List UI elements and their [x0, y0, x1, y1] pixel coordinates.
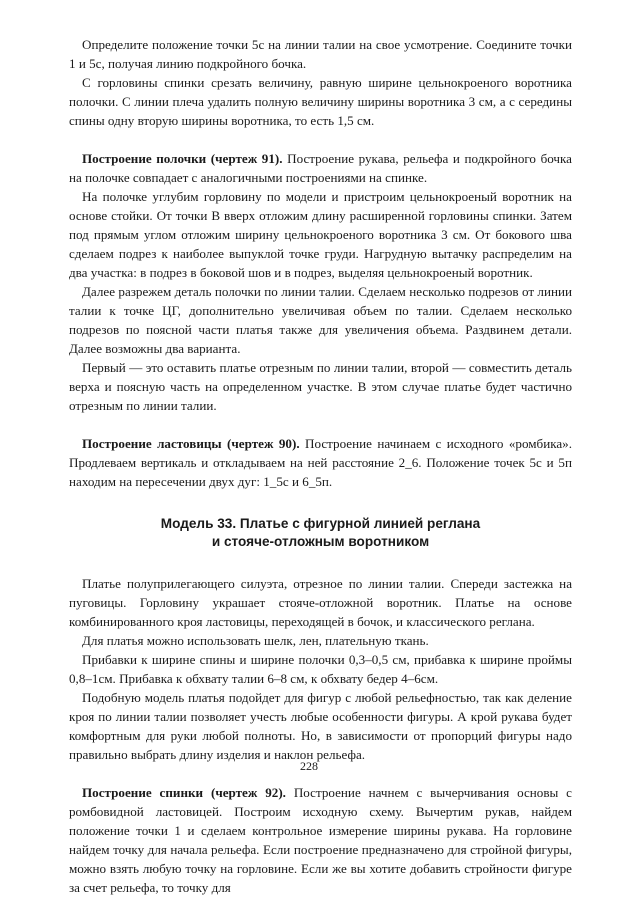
section-front-text: Построение рукава, рельефа и подкройного бочка на полочке совпадает с аналогичными построениями на спинке. [69, 151, 572, 185]
paragraph: Для платья можно использовать шелк, лен, плательную ткань. [82, 633, 429, 648]
paragraph: С горловины спинки срезать величину, равную ширине цельнокроеного воротника полочки. С линии плеча удалить полную величину ширины воротника 3 см, а с середины спины одну вторую ширины воротника, то есть 1,5 см. [69, 75, 572, 128]
model-heading [69, 515, 572, 551]
section-gusset-text: Построение начинаем с исходного «ромбика». Продлеваем вертикаль и откладываем на ней расстояние 2_6. Положение точек 5с и 5п находим на пересечении двух дуг: 1_5с и 6_5п. [69, 436, 572, 489]
section-gusset-paragraph [69, 434, 572, 491]
section-front-lead: Построение полочки (чертеж 91). [82, 151, 283, 166]
model-heading-line-1: Модель 33. Платье с фигурной линией реглана [160, 516, 481, 531]
section-back-lead: Построение спинки (чертеж 92). [82, 785, 286, 800]
section-front-paragraph [69, 149, 572, 187]
paragraph: Первый — это оставить платье отрезным по линии талии, второй — совместить деталь верха и поясную часть на определенном участке. В этом случае платье будет частично отрезным по линии талии. [69, 360, 572, 413]
section-back-text: Построение начнем с вычерчивания основы с ромбовидной ластовицей. Построим исходную схему. Вычертим рукав, найдем положение точки 1 и сделаем контрольное измерение ширины рукава. На горловине найдем точку для начала рельефа. Если построение предназначено для стройной фигуры, можно взять любую точку на горловине. Если же вы хотите добавить стройности фигуре за счет рельефа, то точку для [69, 785, 572, 895]
page-number: 228 [300, 759, 318, 773]
paragraph: Подобную модель платья подойдет для фигур с любой рельефностью, так как деление кроя по линии талии позволяет учесть любые особенности фигуры. А крой рукава будет комфортным для руки любой полноты. Но, в зависимости от пропорций фигуры надо правильно выбрать длину изделия и наклон рельефа. [69, 690, 572, 762]
paragraph: Платье полуприлегающего силуэта, отрезное по линии талии. Спереди застежка на пуговицы. Горловину украшает стояче-отложной воротник. Платье на основе комбинированного кроя ластовицы, переходящей в бочок, и классического реглана. [69, 576, 572, 629]
model-heading-line-2: и стояче-отложным воротником [211, 534, 430, 549]
paragraph: Далее разрежем деталь полочки по линии талии. Сделаем несколько подрезов от линии талии к точке ЦГ, дополнительно увеличивая объем по талии. Сделаем несколько подрезов по поясной части платья также для увеличения объема. Раздвинем детали. Далее возможны два варианта. [69, 284, 572, 356]
section-back-paragraph [69, 783, 572, 897]
paragraph: Определите положение точки 5с на линии талии на свое усмотрение. Соедините точки 1 и 5с, получая линию подкройного бочка. [69, 37, 572, 71]
paragraph: Прибавки к ширине спины и ширине полочки 0,3–0,5 см, прибавка к ширине проймы 0,8–1см. Прибавка к обхвату талии 6–8 см, к обхвату бедер 4–6см. [69, 652, 572, 686]
section-gusset-lead: Построение ластовицы (чертеж 90). [82, 436, 300, 451]
paragraph: На полочке углубим горловину по модели и пристроим цельнокроеный воротник на основе стойки. От точки В вверх отложим длину расширенной горловины спинки. Затем под прямым углом отложим ширину цельнокроеного воротника 3 см. От бокового шва сделаем подрез к наиболее выпуклой точке груди. Нагрудную вытачку распределим на два участка: в подрез в боковой шов и в подрез, выделяя цельнокроеный воротник. [69, 189, 572, 280]
